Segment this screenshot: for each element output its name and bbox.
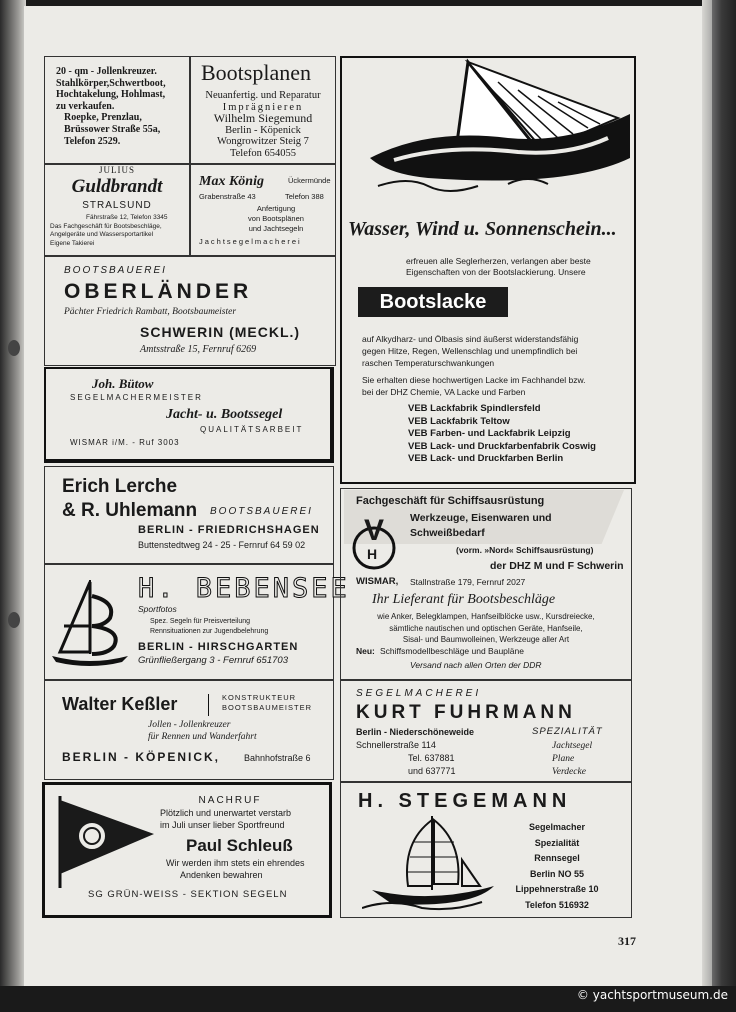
vh-logo-v: V (364, 514, 385, 547)
koenig-name: Max König (199, 174, 264, 189)
lerche-city: BERLIN - FRIEDRICHSHAGEN (138, 524, 320, 536)
lerche-kicker: BOOTSBAUEREI (210, 506, 313, 517)
text-line: 20 - qm - Jollenkreuzer. (56, 66, 157, 77)
text-line: Telefon 2529. (64, 135, 121, 147)
fach-new-label: Neu: (356, 646, 375, 656)
company-item: VEB Lack- und Druckfarben Berlin (408, 453, 564, 464)
text-line: zu verkaufen. (56, 100, 115, 112)
page-number: 317 (618, 934, 636, 948)
book-left-edge (0, 0, 26, 990)
fuhrmann-phone: und 637771 (408, 766, 456, 776)
bebensee-city: BERLIN - HIRSCHGARTEN (138, 641, 299, 653)
nachruf-name: Paul Schleuß (186, 836, 293, 855)
buetow-role: SEGELMACHERMEISTER (70, 393, 203, 402)
fuhrmann-phone: Tel. 637881 (408, 753, 455, 763)
text-line: Neuanfertig. und Reparatur (205, 90, 321, 101)
fuhrmann-name: KURT FUHRMANN (356, 702, 576, 723)
fach-address: Stallnstraße 179, Fernruf 2027 (410, 577, 526, 587)
text-line: von Bootsplänen (248, 214, 304, 223)
fuhrmann-city: Berlin - Niederschöneweide (356, 727, 475, 737)
text-line: Eigene Takierei (50, 239, 95, 247)
text-line: Andenken bewahren (180, 869, 263, 880)
oberlaender-name: OBERLÄNDER (64, 280, 253, 303)
text-line: Lippehnerstraße 10 (515, 884, 599, 894)
text-line: Telefon 516932 (525, 899, 589, 910)
book-spine (712, 0, 736, 990)
fach-shipping: Versand nach allen Orten der DDR (410, 660, 542, 670)
text-line: Segelmacher (528, 822, 586, 832)
text-line: raschen Temperaturschwankungen (362, 358, 495, 368)
bebensee-address: Grünfließergang 3 - Fernruf 651703 (138, 655, 288, 666)
fach-city: WISMAR, (356, 576, 399, 587)
fach-item: Werkzeuge, Eisenwaren und (410, 512, 552, 524)
lerche-address: Buttenstedtweg 24 - 25 - Fernruf 64 59 02 (138, 540, 306, 550)
text-line: Berlin NO 55 (529, 868, 585, 879)
text-line: gegen Hitze, Regen, Wellenschlag und unempfindlich bei (362, 346, 578, 356)
lack-companies (408, 403, 634, 466)
text-line: Angelgeräte und Wassersportartikel (50, 231, 154, 239)
fach-new-text: Schiffsmodellbeschläge und Baupläne (380, 646, 524, 656)
text-line: Sisal- und Baumwolleinen, Werkzeuge aller Art (402, 635, 570, 644)
text-line: und Jachtsegeln (248, 224, 304, 233)
kessler-title: BOOTSBAUMEISTER (222, 703, 313, 712)
fach-title: Fachgeschäft für Schiffsausrüstung (356, 495, 545, 507)
company-item: VEB Farben- und Lackfabrik Leipzig (408, 428, 571, 439)
guldbrandt-name: Guldbrandt (71, 176, 163, 197)
text-line: Das Fachgeschäft für Bootsbeschläge, (50, 222, 162, 230)
kessler-line: für Rennen und Wanderfahrt (148, 732, 257, 742)
text-line: Eigenschaften von der Bootslackierung. Unsere (406, 267, 586, 277)
guldbrandt-details (50, 214, 188, 248)
kessler-address: Bahnhofstraße 6 (244, 753, 311, 763)
pennant-flag-icon (54, 794, 158, 890)
kessler-city: BERLIN - KÖPENICK, (62, 750, 221, 764)
koenig-phone: Telefon 388 (285, 192, 324, 201)
text-line: Wir werden ihm stets ein ehrendes (166, 858, 305, 868)
text-line: Verdecke (552, 767, 586, 777)
koenig-footer: Jachtsegelmacherei (199, 237, 302, 246)
kessler-name: Walter Keßler (62, 694, 178, 714)
company-item: VEB Lackfabrik Teltow (408, 415, 510, 427)
bootsplanen-text (190, 90, 336, 159)
text-line: Brüssower Straße 55a, (64, 123, 161, 135)
text-line: Wilhelm Siegemund (213, 111, 313, 125)
fach-slogan: Ihr Lieferant für Bootsbeschläge (372, 592, 556, 607)
text-line: Stahlkörper,Schwertboot, (56, 77, 166, 89)
fach-item: Schweißbedarf (410, 527, 485, 539)
text-line: Plane (552, 754, 575, 764)
lack-properties (362, 333, 632, 369)
kessler-line: Jollen - Jollenkreuzer (148, 720, 231, 730)
bootsplanen-title: Bootsplanen (201, 60, 311, 85)
buetow-city: WISMAR i/M. - Ruf 3003 (70, 438, 180, 447)
bebensee-line: Rennsituationen zur Jugendbelehrung (150, 628, 269, 635)
text-line: auf Alkydharz- und Ölbasis sind äußerst widerstandsfähig (362, 334, 579, 344)
text-line: Spezialität Rennsegel (534, 837, 580, 863)
oberlaender-city: SCHWERIN (MECKL.) (140, 324, 301, 340)
text-line: Jachtsegel (552, 741, 593, 751)
bebensee-sportfotos: Sportfotos (138, 604, 177, 614)
text-line: Roepke, Prenzlau, (64, 112, 142, 124)
lerche-line1: Erich Lerche (62, 476, 178, 497)
fuhrmann-kicker: SEGELMACHEREI (356, 688, 482, 699)
fuhrmann-items (552, 740, 592, 779)
divider (208, 694, 209, 716)
company-item: VEB Lack- und Druckfarbenfabrik Coswig (408, 440, 596, 452)
bebensee-name: H. BEBENSEE (138, 573, 350, 604)
fuhrmann-special: SPEZIALITÄT (532, 726, 603, 737)
lack-availability (362, 374, 632, 398)
text-line: sämtliche nautischen und optischen Geräte, Hanfseile, (389, 623, 583, 633)
copyright-notice: © yachtsportmuseum.de (576, 988, 728, 1002)
lack-slogan: Wasser, Wind u. Sonnenschein... (348, 218, 617, 240)
text-line: im Juli unser lieber Sportfreund (160, 819, 285, 830)
fuhrmann-street: Schnellerstraße 114 (356, 740, 436, 750)
text-line: Berlin - Köpenick (225, 124, 301, 136)
nachruf-title: NACHRUF (198, 795, 262, 806)
vh-logo (350, 516, 398, 572)
buetow-name: Joh. Bütow (92, 376, 154, 391)
nachruf-footer: SG GRÜN-WEISS - SEKTION SEGELN (88, 889, 288, 900)
oberlaender-owner: Pächter Friedrich Rambatt, Bootsbaumeister (64, 307, 237, 317)
text-line: Telefon 654055 (229, 147, 297, 159)
text-line: Fährstraße 12, Telefon 3345 (86, 214, 168, 221)
binding-hole (8, 612, 20, 628)
koenig-town: Ückermünde (288, 176, 331, 185)
bebensee-line: Spez. Segeln für Preisverteilung (150, 618, 250, 625)
sailing-ship-illustration-icon (362, 812, 502, 912)
text-line: Hochtakelung, Hohlmast, (56, 89, 166, 101)
nachruf-text (160, 808, 324, 831)
buetow-slogan: Jacht- u. Bootssegel (166, 407, 283, 422)
fach-dhz: der DHZ M und F Schwerin (490, 560, 624, 572)
fach-products (340, 611, 632, 646)
vh-logo-h: H (367, 546, 378, 562)
motorboat-illustration-icon (368, 58, 634, 198)
text-line: erfreuen alle Seglerherzen, verlangen aber beste (406, 256, 591, 266)
stegemann-name: H. STEGEMANN (358, 790, 572, 812)
koenig-details (226, 204, 326, 234)
bootslacke-badge: Bootslacke (358, 287, 508, 317)
binding-hole (8, 340, 20, 356)
buetow-quality: QUALITÄTSARBEIT (200, 425, 304, 434)
text-line: Wongrowitzer Steig 7 (217, 136, 309, 147)
text-line: Plötzlich und unerwartet verstarb (160, 808, 292, 818)
lack-intro (406, 256, 626, 278)
koenig-address: Grabenstraße 43 (199, 192, 256, 201)
lerche-line2: & R. Uhlemann (62, 500, 198, 521)
text-line: Anfertigung (256, 204, 296, 213)
text-line: Sie erhalten diese hochwertigen Lacke im Fachhandel bzw. (362, 375, 586, 385)
guldbrandt-city: STRALSUND (82, 200, 152, 211)
oberlaender-address: Amtsstraße 15, Fernruf 6269 (140, 344, 257, 355)
text-line: wie Anker, Belegklampen, Hanfseilblöcke usw., Kursdreiecke, (377, 612, 595, 621)
oberlaender-kicker: BOOTSBAUEREI (64, 265, 167, 276)
sailboat-logo-icon (50, 576, 132, 670)
text-line: bei der DHZ Chemie, VA Lacke und Farben (362, 387, 526, 397)
kessler-title: KONSTRUKTEUR (222, 693, 297, 702)
company-item: VEB Lackfabrik Spindlersfeld (408, 403, 541, 414)
nachruf-text (166, 858, 326, 881)
stegemann-details (512, 820, 602, 913)
guldbrandt-first-name: JULIUS (98, 165, 135, 175)
fach-former: (vorm. »Nord« Schiffsausrüstung) (456, 545, 594, 555)
text-line: Imprägnieren (222, 101, 304, 113)
jollenkreuzer-text (56, 66, 166, 147)
